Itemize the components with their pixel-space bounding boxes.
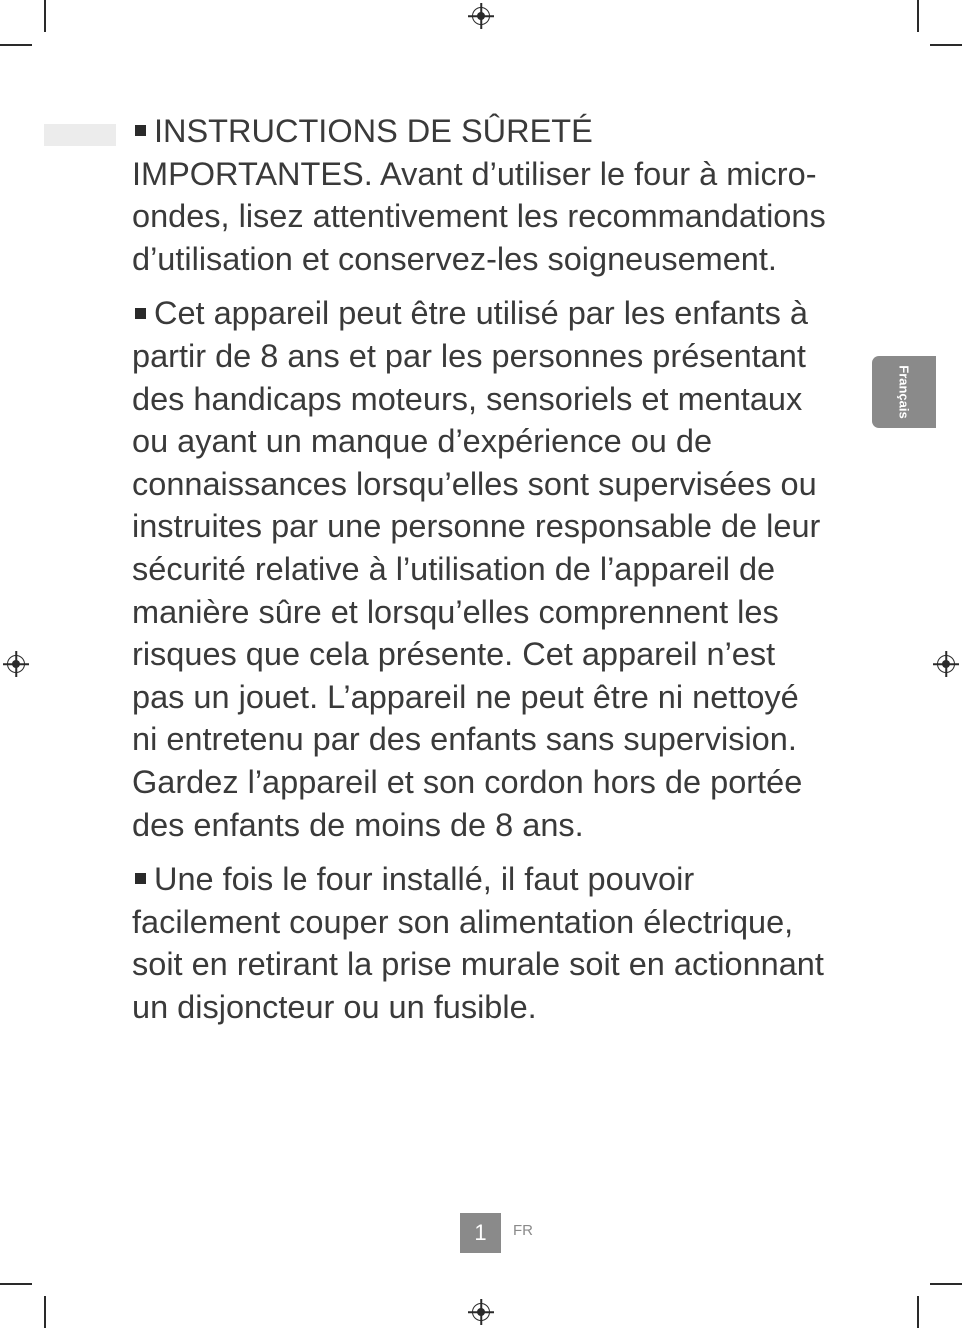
registration-mark-icon [472,1303,490,1321]
registration-mark-icon [7,655,25,673]
paragraph-text: INSTRUCTIONS DE SÛRETÉ IMPORTANTES. Avant d’utiliser le four à micro-ondes, lisez attentivement les recommandations d’utilisation et conservez-les soigneusement. [132,113,826,277]
page-number: 1 [460,1213,501,1253]
paragraph-safety-intro [132,110,832,280]
crop-mark-bottom-left-h [0,1283,32,1285]
paragraph-power-disconnect [132,858,832,1028]
crop-mark-bottom-left-v [44,1296,46,1328]
instructions-body [132,110,832,1040]
crop-mark-bottom-right-h [930,1283,962,1285]
language-tab-label: Français [896,365,912,419]
paragraph-children-usage [132,292,832,846]
language-tab [872,356,936,428]
square-bullet-icon [135,308,146,319]
crop-mark-bottom-right-v [917,1296,919,1328]
square-bullet-icon [135,125,146,136]
language-code: FR [513,1222,533,1239]
crop-mark-top-right-h [930,44,962,46]
section-marker-bar [44,124,116,146]
crop-mark-top-left-v [44,0,46,32]
crop-mark-top-left-h [0,44,32,46]
paragraph-text: Cet appareil peut être utilisé par les enfants à partir de 8 ans et par les personnes présentant des handicaps moteurs, sensoriels et mentaux ou ayant un manque d’expérience ou de connaissances lorsqu’elles sont supervisées ou instruites par une personne responsable de leur sécurité relative à l’utilisation de l’appareil de manière sûre et lorsqu’elles comprennent les risques que cela présente. Cet appareil n’est pas un jouet. L’appareil ne peut être ni nettoyé ni entretenu par des enfants sans supervision. Gardez l’appareil et son cordon hors de portée des enfants de moins de 8 ans. [132,295,821,843]
registration-mark-icon [472,7,490,25]
paragraph-text: Une fois le four installé, il faut pouvoir facilement couper son alimentation électrique, soit en retirant la prise murale soit en actionnant un disjoncteur ou un fusible. [132,861,824,1025]
crop-mark-top-right-v [917,0,919,32]
registration-mark-icon [937,655,955,673]
square-bullet-icon [135,873,146,884]
